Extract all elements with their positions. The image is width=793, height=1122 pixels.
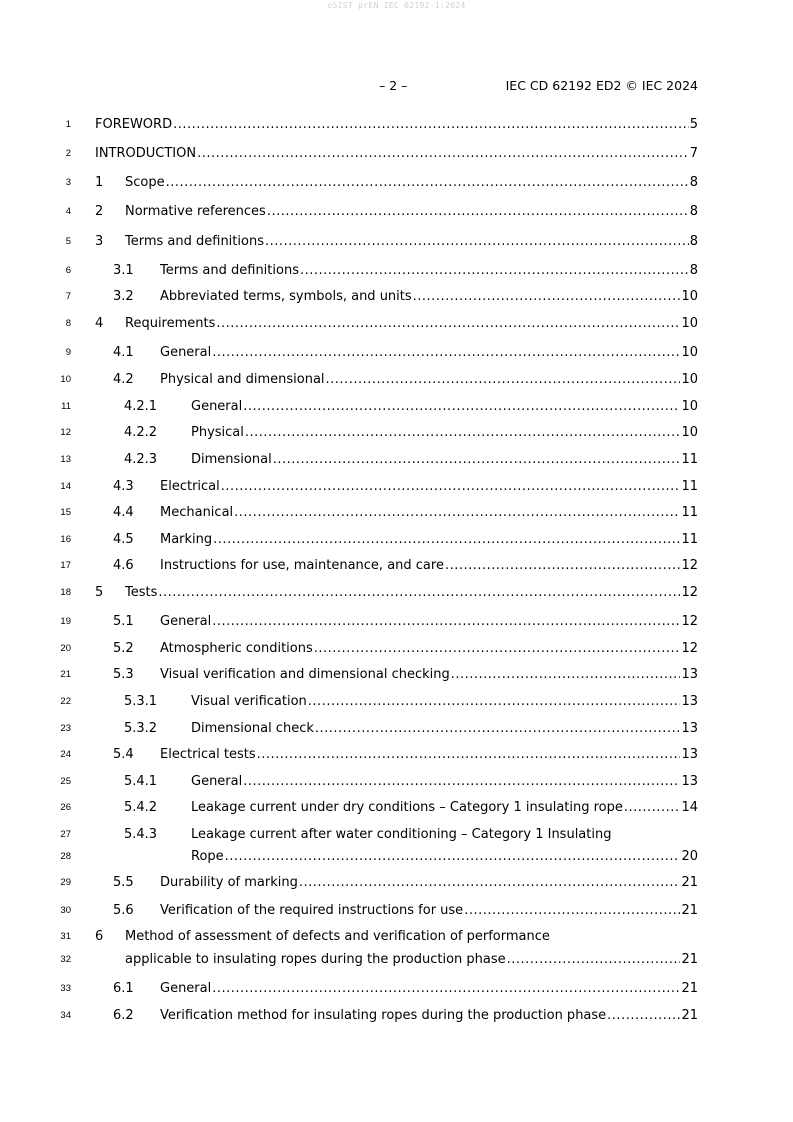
section-number: 1	[95, 175, 104, 190]
toc-entry-link[interactable]	[160, 613, 698, 631]
toc-line-17	[0, 557, 793, 575]
section-number: 5.4	[113, 747, 134, 762]
page-reference: 13	[681, 694, 698, 709]
dot-leader	[225, 848, 681, 866]
page-reference: 11	[681, 505, 698, 520]
dot-leader	[464, 902, 680, 920]
dot-leader	[326, 371, 681, 389]
section-title: General	[160, 345, 212, 360]
line-number: 4	[65, 206, 71, 217]
page-reference: 21	[681, 981, 698, 996]
section-number: 5.3	[113, 667, 134, 682]
dot-leader	[267, 203, 689, 221]
page-reference: 11	[681, 452, 698, 467]
toc-entry-link[interactable]	[191, 773, 698, 791]
section-number: 4.3	[113, 479, 134, 494]
page-reference: 21	[681, 875, 698, 890]
section-number: 4.1	[113, 345, 134, 360]
dot-leader	[299, 874, 681, 892]
section-title: Leakage current after water conditioning – Category 1 Insulating	[191, 827, 612, 842]
line-number: 8	[65, 318, 71, 329]
line-number: 12	[60, 427, 71, 438]
dot-leader	[158, 584, 680, 602]
section-number: 4.2.3	[124, 452, 158, 467]
section-number: 2	[95, 204, 104, 219]
line-number: 29	[60, 877, 71, 888]
line-number: 7	[65, 291, 71, 302]
page-reference: 12	[681, 585, 698, 600]
page-reference: 8	[689, 204, 698, 219]
toc-entry-link[interactable]	[95, 145, 698, 163]
toc-entry-link[interactable]	[160, 504, 698, 522]
section-title: applicable to insulating ropes during the production phase	[125, 952, 506, 967]
page-reference: 13	[681, 721, 698, 736]
toc-entry-link[interactable]	[160, 1007, 698, 1025]
toc-entry-link[interactable]	[125, 233, 698, 251]
section-number: 4.2	[113, 372, 134, 387]
toc-entry-link[interactable]	[191, 424, 698, 442]
section-number: 4.6	[113, 558, 134, 573]
dot-leader	[245, 424, 681, 442]
toc-entry-link[interactable]	[95, 116, 698, 134]
toc-entry-link[interactable]	[160, 746, 698, 764]
section-number: 6.1	[113, 981, 134, 996]
page-reference: 21	[681, 952, 698, 967]
line-number: 25	[60, 776, 71, 787]
page-reference: 7	[689, 146, 698, 161]
section-number: 3.1	[113, 263, 134, 278]
dot-leader	[413, 288, 681, 306]
section-title: Marking	[160, 532, 213, 547]
page-reference: 10	[681, 425, 698, 440]
dot-leader	[166, 174, 689, 192]
dot-leader	[624, 799, 681, 817]
toc-line-28	[0, 848, 793, 866]
dot-leader	[213, 531, 680, 549]
line-number: 13	[60, 454, 71, 465]
page-reference: 12	[681, 641, 698, 656]
page-reference: 11	[681, 532, 698, 547]
dot-leader	[445, 557, 680, 575]
page-reference: 13	[681, 747, 698, 762]
page-reference: 8	[689, 175, 698, 190]
section-title: Tests	[125, 585, 158, 600]
page-reference: 21	[681, 903, 698, 918]
page-reference: 13	[681, 774, 698, 789]
section-number: 3	[95, 234, 104, 249]
dot-leader	[221, 478, 681, 496]
section-number: 5.4.1	[124, 774, 158, 789]
toc-line-22	[0, 693, 793, 711]
line-number: 18	[60, 587, 71, 598]
toc-entry-link[interactable]	[191, 720, 698, 738]
section-number: 5.4.2	[124, 800, 158, 815]
dot-leader	[234, 504, 680, 522]
dot-leader	[243, 398, 680, 416]
dot-leader	[273, 451, 681, 469]
toc-entry-link[interactable]	[191, 848, 698, 866]
page-reference: 10	[681, 399, 698, 414]
page-reference: 5	[689, 117, 698, 132]
line-number: 32	[60, 954, 71, 965]
toc-line-32	[0, 951, 793, 969]
section-title: Terms and definitions	[160, 263, 299, 278]
section-title: Instructions for use, maintenance, and care	[160, 558, 444, 573]
line-number: 1	[65, 119, 71, 130]
page-number: – 2 –	[379, 78, 408, 93]
dot-leader	[173, 116, 689, 134]
toc-entry-link[interactable]	[160, 557, 698, 575]
section-number: 6	[95, 929, 104, 944]
section-title: Mechanical	[160, 505, 234, 520]
section-title: Durability of marking	[160, 875, 298, 890]
page-reference: 10	[681, 345, 698, 360]
line-number: 14	[60, 481, 71, 492]
toc-line-20	[0, 640, 793, 658]
section-number: 5.5	[113, 875, 134, 890]
toc-line-21	[0, 666, 793, 684]
section-title: Physical	[191, 425, 244, 440]
section-number: 6.2	[113, 1008, 134, 1023]
toc-line-1	[0, 116, 793, 134]
section-number: 5.4.3	[124, 827, 158, 842]
toc-line-9	[0, 344, 793, 362]
toc-entry-link[interactable]	[160, 371, 698, 389]
line-number: 27	[60, 829, 71, 840]
page-reference: 10	[681, 316, 698, 331]
section-title: General	[160, 614, 212, 629]
toc-line-23	[0, 720, 793, 738]
section-title: Verification of the required instructions for use	[160, 903, 464, 918]
dot-leader	[197, 145, 689, 163]
section-number: 4	[95, 316, 104, 331]
toc-line-19	[0, 613, 793, 631]
page-reference: 14	[681, 800, 698, 815]
toc-line-31	[0, 928, 793, 946]
page-reference: 20	[681, 849, 698, 864]
section-title: Terms and definitions	[125, 234, 264, 249]
line-number: 19	[60, 616, 71, 627]
toc-line-10	[0, 371, 793, 389]
toc-entry-link[interactable]	[125, 315, 698, 333]
toc-line-13	[0, 451, 793, 469]
page-reference: 10	[681, 289, 698, 304]
section-title: Verification method for insulating ropes during the production phase	[160, 1008, 607, 1023]
line-number: 6	[65, 265, 71, 276]
section-number: 5.1	[113, 614, 134, 629]
line-number: 21	[60, 669, 71, 680]
toc-line-7	[0, 288, 793, 306]
section-title: INTRODUCTION	[95, 146, 197, 161]
section-number: 5.2	[113, 641, 134, 656]
section-title: Normative references	[125, 204, 266, 219]
line-number: 20	[60, 643, 71, 654]
section-number: 5	[95, 585, 104, 600]
toc-entry-link[interactable]	[160, 288, 698, 306]
page-reference: 8	[689, 234, 698, 249]
section-number: 5.3.2	[124, 721, 158, 736]
watermark: oSIST prEN IEC 62192-1:2024	[327, 1, 466, 10]
toc-line-3	[0, 174, 793, 192]
line-number: 15	[60, 507, 71, 518]
section-number: 5.6	[113, 903, 134, 918]
section-number: 4.2.2	[124, 425, 158, 440]
toc-line-16	[0, 531, 793, 549]
line-number: 23	[60, 723, 71, 734]
page-reference: 11	[681, 479, 698, 494]
page-reference: 10	[681, 372, 698, 387]
toc-entry-link[interactable]	[191, 693, 698, 711]
section-title: FOREWORD	[95, 117, 173, 132]
toc-entry-link[interactable]	[191, 398, 698, 416]
toc-entry-link[interactable]	[160, 478, 698, 496]
toc-line-5	[0, 233, 793, 251]
toc-line-25	[0, 773, 793, 791]
toc-line-34	[0, 1007, 793, 1025]
dot-leader	[212, 613, 680, 631]
section-title: Electrical tests	[160, 747, 256, 762]
line-number: 30	[60, 905, 71, 916]
toc-line-11	[0, 398, 793, 416]
toc-line-33	[0, 980, 793, 998]
section-title: General	[191, 774, 243, 789]
toc-line-27	[0, 826, 793, 844]
toc-line-30	[0, 902, 793, 920]
dot-leader	[216, 315, 680, 333]
section-number: 3.2	[113, 289, 134, 304]
toc-entry-link[interactable]	[191, 799, 698, 817]
section-title: General	[160, 981, 212, 996]
line-number: 31	[60, 931, 71, 942]
section-title: Visual verification and dimensional checking	[160, 667, 450, 682]
toc-line-12	[0, 424, 793, 442]
section-title: Rope	[191, 849, 224, 864]
line-number: 28	[60, 851, 71, 862]
toc-line-26	[0, 799, 793, 817]
line-number: 5	[65, 236, 71, 247]
dot-leader	[212, 980, 680, 998]
toc-line-15	[0, 504, 793, 522]
section-title: Scope	[125, 175, 165, 190]
toc-line-2	[0, 145, 793, 163]
toc-entry-link[interactable]	[125, 951, 698, 969]
section-number: 5.3.1	[124, 694, 158, 709]
toc-entry-link[interactable]	[160, 980, 698, 998]
page-header	[0, 78, 793, 96]
dot-leader	[507, 951, 681, 969]
section-number: 4.2.1	[124, 399, 158, 414]
section-title: Atmospheric conditions	[160, 641, 313, 656]
section-title: Method of assessment of defects and verification of performance	[125, 929, 550, 944]
toc-line-24	[0, 746, 793, 764]
toc-entry-link[interactable]	[160, 874, 698, 892]
section-number: 4.4	[113, 505, 134, 520]
toc-line-18	[0, 584, 793, 602]
section-title: Leakage current under dry conditions – Category 1 insulating rope	[191, 800, 623, 815]
section-number: 4.5	[113, 532, 134, 547]
section-title: General	[191, 399, 243, 414]
toc-line-4	[0, 203, 793, 221]
section-title: Requirements	[125, 316, 216, 331]
line-number: 24	[60, 749, 71, 760]
line-number: 3	[65, 177, 71, 188]
line-number: 17	[60, 560, 71, 571]
line-number: 10	[60, 374, 71, 385]
section-title: Dimensional check	[191, 721, 314, 736]
dot-leader	[212, 344, 680, 362]
page-reference: 13	[681, 667, 698, 682]
line-number: 26	[60, 802, 71, 813]
dot-leader	[300, 262, 689, 280]
page-reference: 8	[689, 263, 698, 278]
toc-entry-link[interactable]	[160, 666, 698, 684]
document-id: IEC CD 62192 ED2 © IEC 2024	[505, 78, 698, 93]
dot-leader	[243, 773, 680, 791]
toc-entry-link[interactable]	[125, 584, 698, 602]
toc-entry-link[interactable]	[125, 174, 698, 192]
line-number: 2	[65, 148, 71, 159]
line-number: 33	[60, 983, 71, 994]
line-number: 16	[60, 534, 71, 545]
toc-entry-link[interactable]	[160, 531, 698, 549]
line-number: 9	[65, 347, 71, 358]
toc-entry-link[interactable]	[191, 451, 698, 469]
dot-leader	[265, 233, 689, 251]
toc-entry-link[interactable]	[125, 203, 698, 221]
toc-line-8	[0, 315, 793, 333]
toc-entry-link[interactable]	[160, 344, 698, 362]
dot-leader	[451, 666, 681, 684]
page-reference: 21	[681, 1008, 698, 1023]
section-title: Abbreviated terms, symbols, and units	[160, 289, 412, 304]
toc-line-14	[0, 478, 793, 496]
dot-leader	[315, 720, 681, 738]
section-title: Visual verification	[191, 694, 307, 709]
toc-line-29	[0, 874, 793, 892]
toc-entry-link[interactable]	[160, 262, 698, 280]
section-title: Electrical	[160, 479, 220, 494]
dot-leader	[607, 1007, 680, 1025]
line-number: 22	[60, 696, 71, 707]
toc-line-6	[0, 262, 793, 280]
dot-leader	[314, 640, 681, 658]
dot-leader	[257, 746, 681, 764]
dot-leader	[308, 693, 681, 711]
line-number: 11	[61, 401, 71, 412]
line-number: 34	[60, 1010, 71, 1021]
toc-entry-link[interactable]	[160, 640, 698, 658]
toc-entry-link[interactable]	[160, 902, 698, 920]
page-reference: 12	[681, 558, 698, 573]
section-title: Physical and dimensional	[160, 372, 325, 387]
page-reference: 12	[681, 614, 698, 629]
section-title: Dimensional	[191, 452, 272, 467]
